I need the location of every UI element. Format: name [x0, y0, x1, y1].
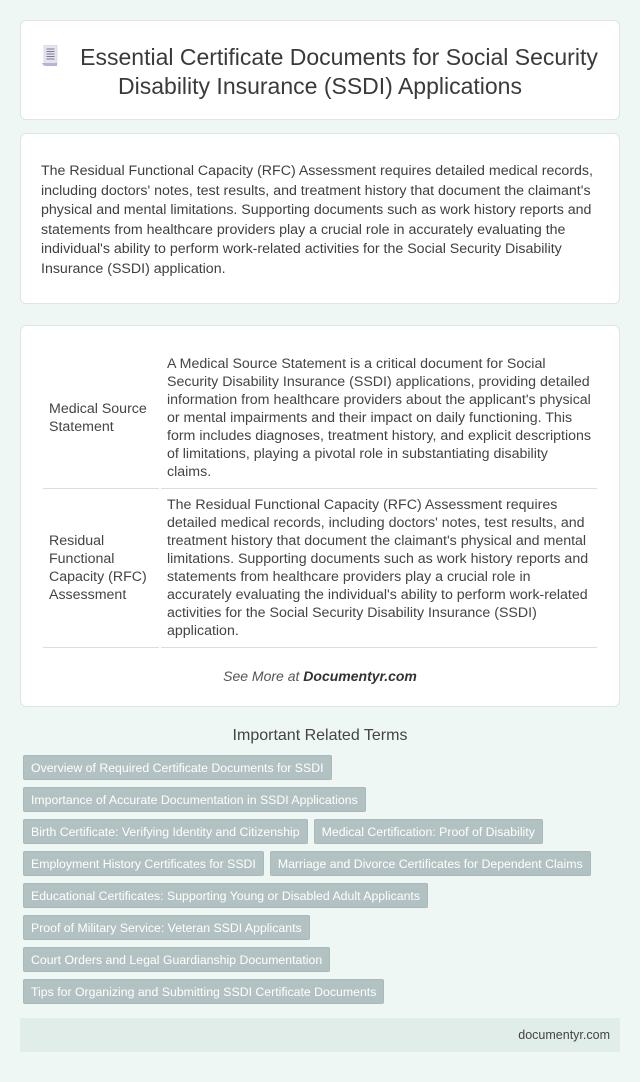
table-cell-description: A Medical Source Statement is a critical document for Social Security Disability Insurance (SSDI) applications, providing detailed information from healthcare providers about the applicant's physical or mental impairments and their impact on daily functioning. This form includes diagnoses, treatment history, and explicit descriptions of limitations, playing a pivotal role in substantiating disability claims.: [161, 348, 597, 489]
related-term-tag[interactable]: Overview of Required Certificate Documents for SSDI: [23, 755, 332, 780]
table-cell-term: Medical Source Statement: [43, 348, 159, 489]
summary-card: [20, 133, 620, 304]
footer-site-link[interactable]: documentyr.com: [518, 1028, 610, 1042]
related-terms-section: [20, 727, 620, 1004]
related-term-tag[interactable]: Tips for Organizing and Submitting SSDI Certificate Documents: [23, 979, 384, 1004]
table-row: [43, 489, 597, 648]
table-cell-description: The Residual Functional Capacity (RFC) Assessment requires detailed medical records, including doctors' notes, test results, and treatment history that document the claimant's physical and mental limitations. Supporting documents such as work history reports and statements from healthcare providers play a crucial role in accurately evaluating the individual's ability to perform work-related activities for the Social Security Disability Insurance (SSDI) application.: [161, 489, 597, 648]
related-terms-heading: Important Related Terms: [232, 727, 408, 744]
related-term-tag[interactable]: Marriage and Divorce Certificates for Dependent Claims: [270, 851, 591, 876]
see-more-link[interactable]: Documentyr.com: [303, 668, 417, 684]
page-title-text: Essential Certificate Documents for Social Security Disability Insurance (SSDI) Applications: [80, 44, 598, 99]
related-terms-tags: [20, 755, 620, 1004]
footer: [20, 1018, 620, 1052]
related-term-tag[interactable]: Court Orders and Legal Guardianship Documentation: [23, 947, 330, 972]
summary-text: The Residual Functional Capacity (RFC) Assessment requires detailed medical records, including doctors' notes, test results, and treatment history that document the claimant's physical and mental limitations. Supporting documents such as work history reports and statements from healthcare providers play a crucial role in accurately evaluating the individual's ability to perform work-related activities for the Social Security Disability Insurance (SSDI) application.: [41, 163, 593, 277]
page-title: [41, 43, 599, 101]
related-term-tag[interactable]: Employment History Certificates for SSDI: [23, 851, 264, 876]
title-card: [20, 20, 620, 120]
related-term-tag[interactable]: Medical Certification: Proof of Disability: [314, 819, 543, 844]
related-term-tag[interactable]: Importance of Accurate Documentation in SSDI Applications: [23, 787, 366, 812]
related-term-tag[interactable]: Educational Certificates: Supporting Young or Disabled Adult Applicants: [23, 883, 428, 908]
table-cell-term: Residual Functional Capacity (RFC) Assessment: [43, 489, 159, 648]
see-more: [41, 668, 599, 684]
documents-table-card: [20, 325, 620, 707]
documents-table: [41, 348, 599, 648]
related-term-tag[interactable]: Proof of Military Service: Veteran SSDI Applicants: [23, 915, 310, 940]
document-scroll-icon: [42, 45, 58, 67]
related-term-tag[interactable]: Birth Certificate: Verifying Identity and Citizenship: [23, 819, 308, 844]
table-row: [43, 348, 597, 489]
see-more-prefix: See More at: [223, 668, 304, 684]
